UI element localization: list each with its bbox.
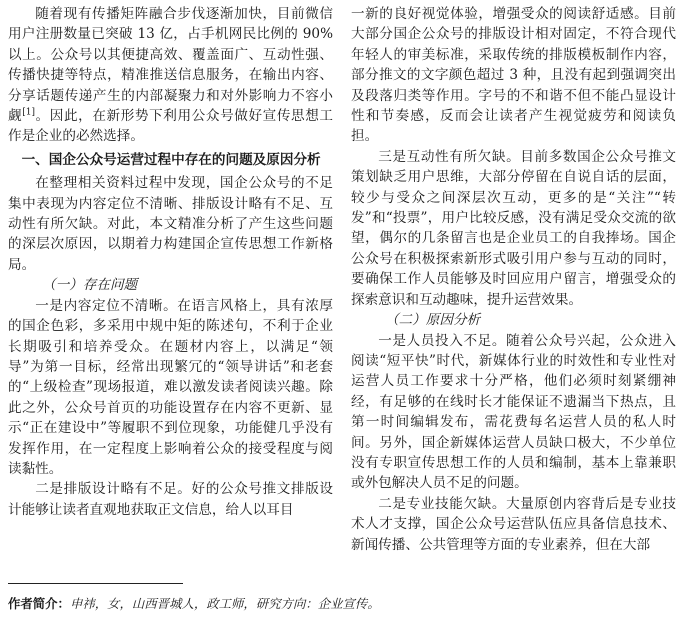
subheading-causes: （二）原因分析 (385, 312, 481, 329)
footnote-label: 作者简介： (8, 596, 70, 611)
footnote-divider (8, 583, 183, 584)
subheading-problems: （一）存在问题 (42, 277, 138, 294)
cause-2-paragraph: 二是专业技能欠缺。大量原创内容背后是专业技术人才支撑，国企公众号运营队伍应具备信息技术、新闻传播、公共管理等方面的专业素养，但在大部 (351, 495, 676, 553)
reference-marker[interactable]: [1] (22, 107, 35, 118)
problem-2-continued-paragraph: 一新的良好视觉体验，增强受众的阅读舒适感。目前大部分国企公众号的排版设计相对固定，不符合现代年轻人的审美标准，采取传统的排版模板制作内容，部分推文的文字颜色超过 3 种，且没有起到强调突出及段落归类等作用。字号的不和谐不但不能凸显设计性和节奏感，反而会让读者产生视觉疲劳和阅读负担。 (351, 6, 676, 145)
intro-paragraph (8, 4, 333, 147)
section-heading: 一、国企公众号运营过程中存在的问题及原因分析 (21, 151, 321, 168)
left-column (8, 4, 333, 520)
problem-2-paragraph: 二是排版设计略有不足。好的公众号推文排版设计能够让读者直观地获取正文信息，给人以耳目 (8, 481, 333, 518)
problem-1-paragraph: 一是内容定位不清晰。在语言风格上，具有浓厚的国企色彩，多采用中规中矩的陈述句，不利于企业长期吸引和培养受众。在题材内容上，以满足“领导”为第一目标，经常出现繁冗的“领导讲话”和老套的“上级检查”现场报道，难以激发读者阅读兴趣。除此之外，公众号首页的功能设置存在内容不更新、显示“正在建设中”等履职不到位现象，功能健几乎没有发挥作用，在一定程度上影响着公众的接受程度与阅读黏性。 (8, 297, 333, 477)
cause-1-paragraph: 一是人员投入不足。随着公众号兴起，公众进入阅读“短平快”时代，新媒体行业的时效性和专业性对运营人员工作要求十分严格，他们必须时刻紧绷神经，有足够的在线时长才能保证不遗漏当下热点，且第一时间编辑发布，需花费每名运营人员的私人时间。另外，国企新媒体运营人员缺口极大，不少单位没有专职宣传思想工作的人员和编制，基本上靠兼职或外包解决人员不足的问题。 (351, 332, 676, 492)
intro-text-b: 。因此，在新形势下利用公众号做好宣传思想工作是企业的必然选择。 (8, 108, 334, 145)
author-footnote (8, 595, 668, 613)
footnote-text: 申祎，女，山西晋城人，政工师，研究方向：企业宣传。 (69, 596, 380, 611)
problem-3-paragraph: 三是互动性有所欠缺。目前多数国企公众号推文策划缺乏用户思维，大部分停留在自说自话的层面，较少与受众之间深层次互动，更多的是“关注”“转发”和“投票”，用户比较反感，没有满足受众交流的欲望，偶尔的几条留言也是企业员工的自我捧场。国企公众号在积极探索新形式吸引用户参与互动的同时，要确保工作人员能够及时回应用户留言，增强受众的探索意识和互动趣味，提升运营效果。 (351, 148, 676, 308)
intro-text-a: 随着现有传播矩阵融合步伐逐渐加快，目前微信用户注册数量已突破 13 亿，占手机网民比例的 90% 以上。公众号以其便捷高效、覆盖面广、互动性强、传播快捷等特点，精准推送信息服务，在输出内容、分享话题传递产生的内部凝聚力和对外影响力不容小觑 (8, 6, 333, 125)
right-column (351, 4, 676, 555)
section-intro-paragraph: 在整理相关资料过程中发现，国企公众号的不足集中表现为内容定位不清晰、排版设计略有不足、互动性有所欠缺。对此，本文精准分析了产生这些问题的深层次原因，以期着力构建国企宣传思想工作新格局。 (8, 175, 333, 273)
